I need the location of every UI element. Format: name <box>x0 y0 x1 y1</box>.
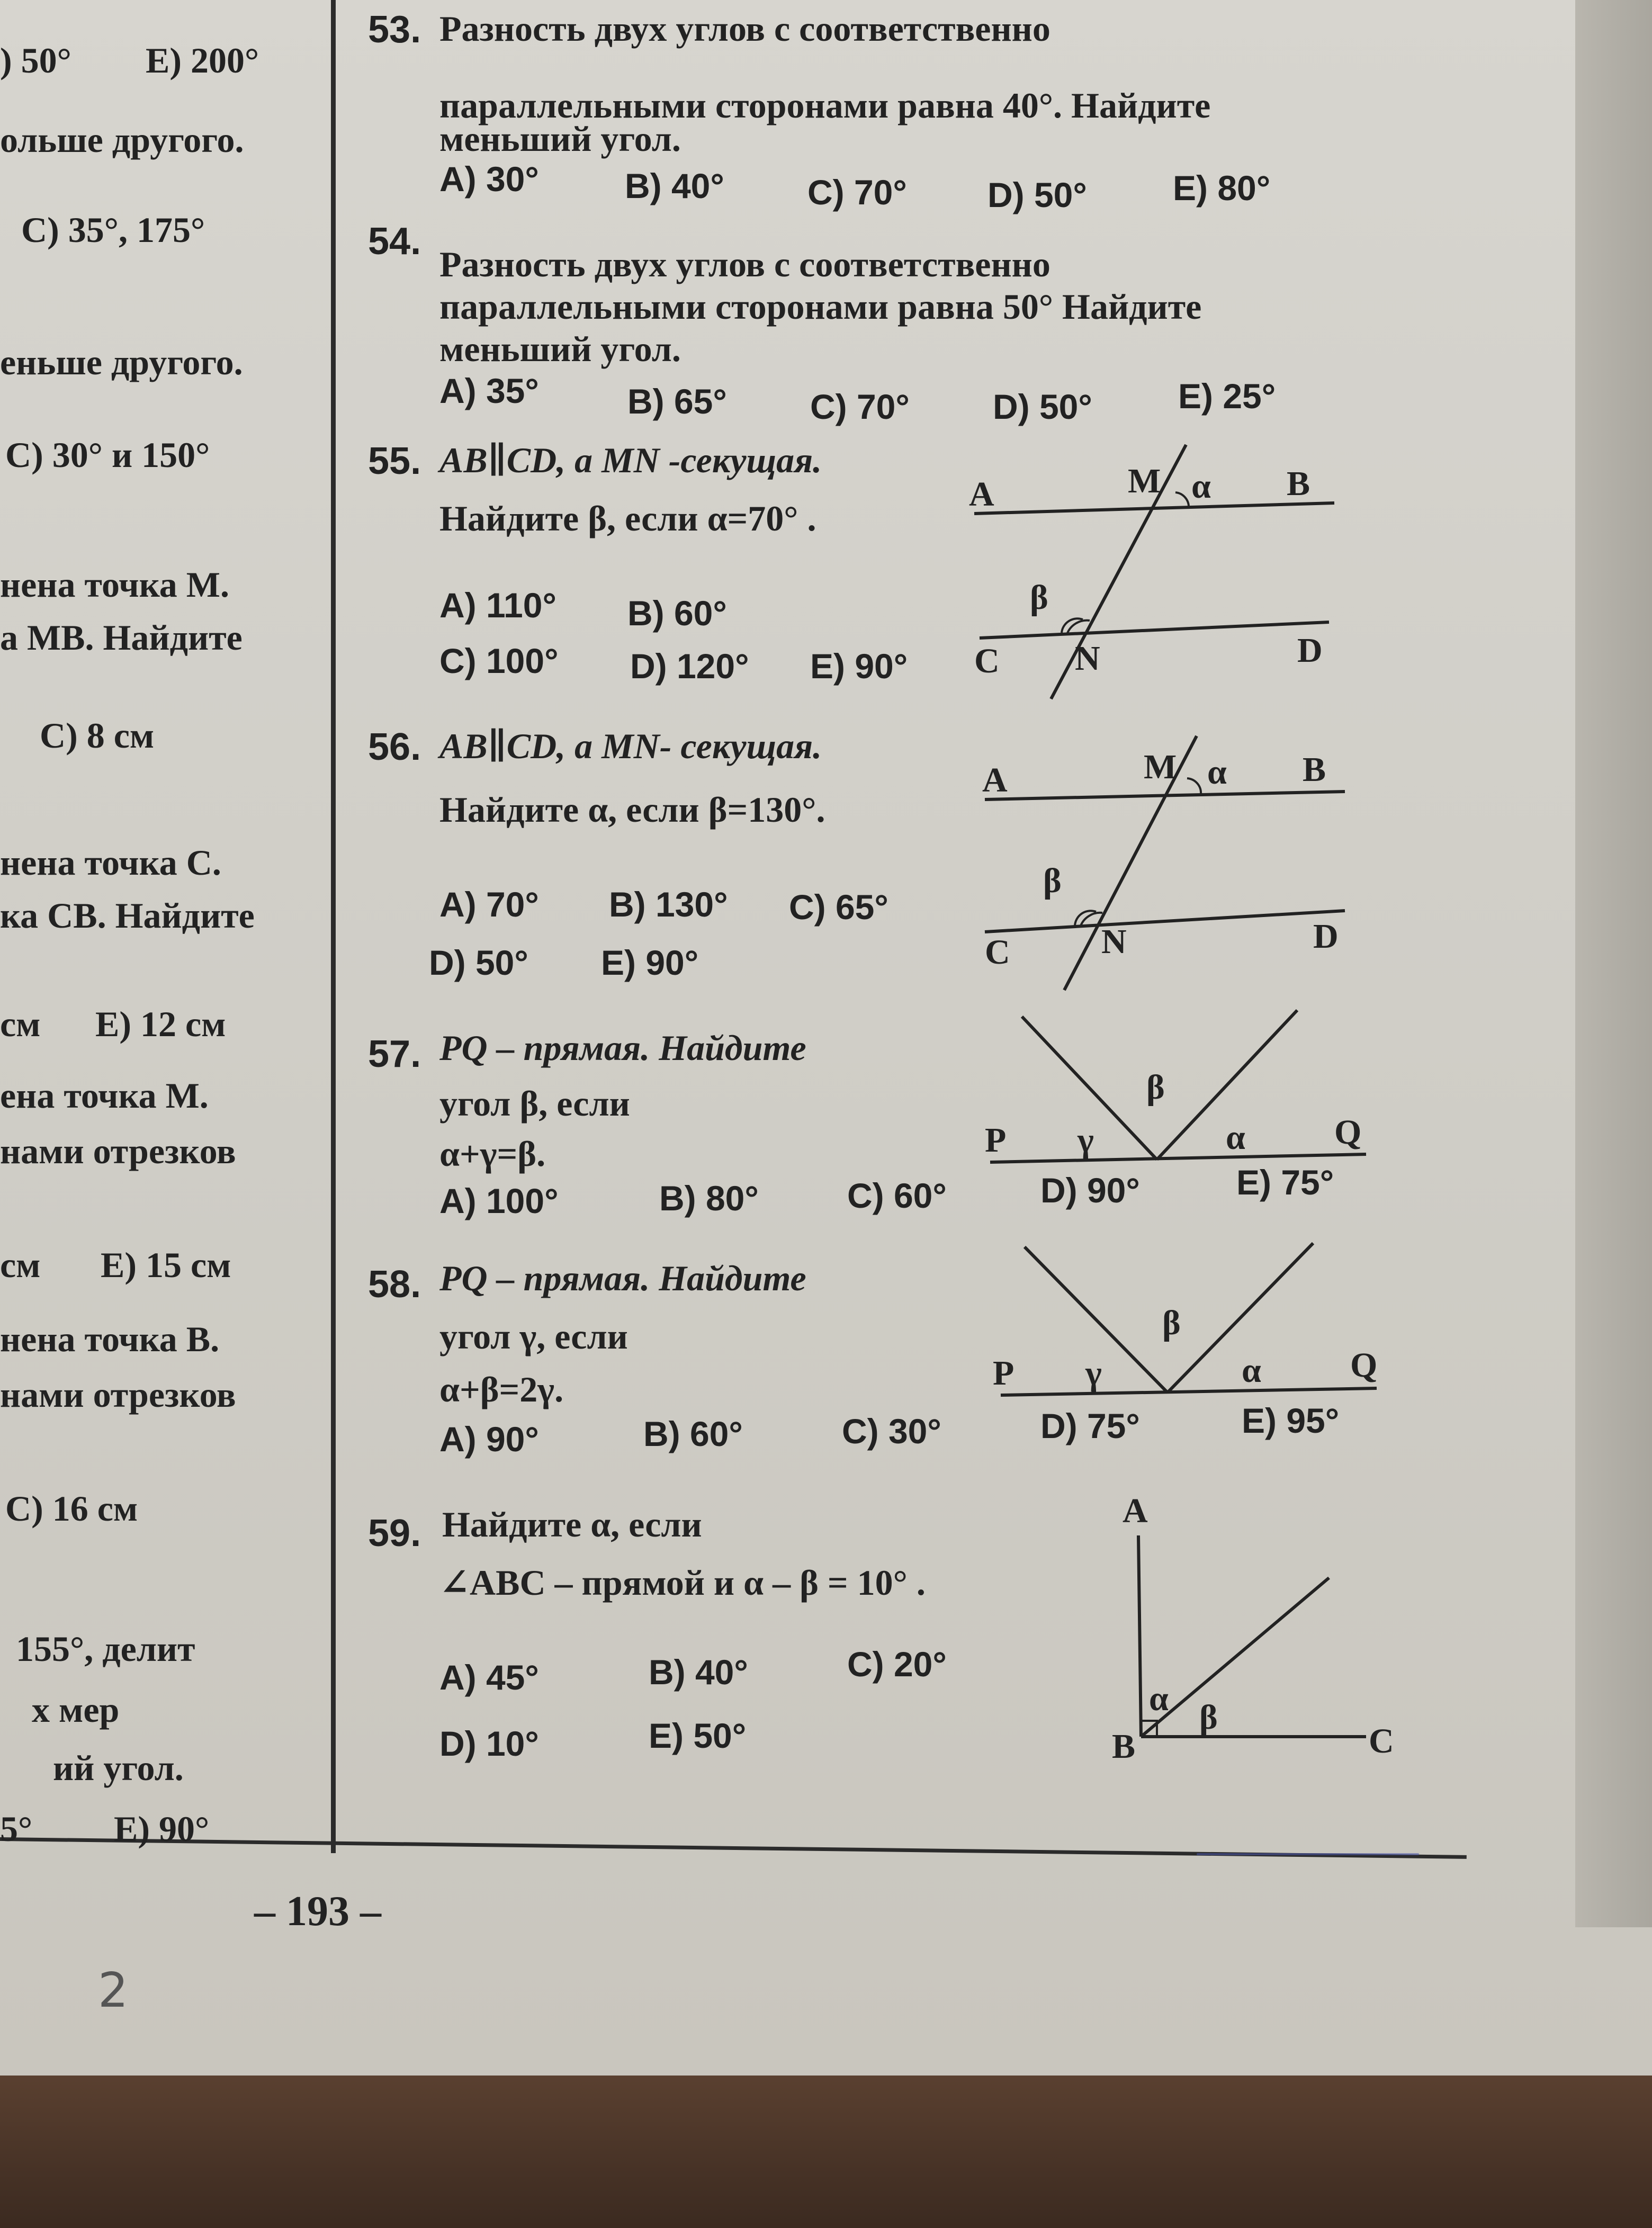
answer-option: E) 95° <box>1242 1401 1340 1440</box>
point-label: N <box>1075 639 1100 678</box>
left-column-fragment: E) 90° <box>114 1809 210 1849</box>
problem-line: PQ – прямая. Найдите <box>439 1028 806 1068</box>
problem-line: угол γ, если <box>439 1316 628 1356</box>
angles-on-line-figure-57 <box>974 1006 1387 1175</box>
point-label: B <box>1287 464 1310 503</box>
point-label: Q <box>1350 1346 1378 1385</box>
answer-option: B) 40° <box>625 166 724 205</box>
answer-option: D) 120° <box>630 646 749 686</box>
problem-line: α+β=2γ. <box>439 1369 564 1409</box>
angle-label: α <box>1191 467 1211 506</box>
angle-label: β <box>1043 861 1062 900</box>
left-column-fragment: ) 50° <box>0 40 71 80</box>
ray-bisector <box>1141 1578 1329 1737</box>
alpha-arc <box>1187 778 1201 794</box>
left-column-fragment: C) 8 см <box>40 715 155 756</box>
angle-label: β <box>1146 1068 1165 1107</box>
left-column-fragment: еньше другого. <box>0 342 243 382</box>
left-column-fragment: ена точка M. <box>0 1075 209 1116</box>
point-label: A <box>1123 1492 1148 1530</box>
ray-ba <box>1138 1535 1141 1737</box>
angles-on-line-figure-58 <box>985 1234 1398 1403</box>
problem-number: 58. <box>368 1263 421 1306</box>
left-column-fragment: ий угол. <box>53 1748 184 1788</box>
problem-number: 54. <box>368 220 421 263</box>
answer-option: A) 100° <box>439 1181 559 1220</box>
left-column-fragment: E) 15 см <box>101 1245 231 1285</box>
left-column-fragment: C) 30° и 150° <box>5 435 210 475</box>
answer-option: C) 60° <box>847 1176 947 1215</box>
right-angle-figure-59 <box>1107 1488 1424 1784</box>
answer-option: D) 90° <box>1040 1171 1140 1210</box>
left-column-fragment: E) 200° <box>146 40 259 80</box>
answer-option: C) 100° <box>439 641 559 680</box>
problem-number: 59. <box>368 1512 421 1555</box>
problem-line: ∠ABC – прямой и α – β = 10° . <box>439 1562 926 1603</box>
point-label: P <box>985 1121 1007 1160</box>
point-label: C <box>1369 1722 1394 1760</box>
point-label: M <box>1144 748 1177 786</box>
problem-number: 57. <box>368 1033 421 1075</box>
point-label: B <box>1303 750 1326 789</box>
point-label: D <box>1313 917 1339 956</box>
line-pq <box>990 1154 1366 1162</box>
answer-option: A) 70° <box>439 885 539 924</box>
left-column-fragment: C) 16 см <box>5 1488 138 1529</box>
answer-option: A) 90° <box>439 1420 539 1459</box>
problem-line: AB∥CD, а MN- секущая. <box>439 726 822 766</box>
left-column-fragment: 155°, делит <box>16 1629 195 1669</box>
angle-label: γ <box>1085 1354 1102 1392</box>
answer-option: C) 30° <box>842 1412 941 1451</box>
answer-option: B) 65° <box>627 382 727 421</box>
answer-option: E) 50° <box>649 1716 747 1755</box>
point-label: Q <box>1334 1113 1362 1152</box>
problem-line: угол β, если <box>439 1083 630 1124</box>
point-label: C <box>974 642 1000 680</box>
angle-label: α <box>1149 1679 1169 1718</box>
point-label: C <box>985 933 1010 972</box>
problem-line: Разность двух углов с соответственно <box>439 8 1051 49</box>
point-label: P <box>993 1354 1014 1392</box>
answer-option: C) 20° <box>847 1645 947 1684</box>
secant-mn <box>1051 445 1186 699</box>
left-column-fragment: нами отрезков <box>0 1131 236 1171</box>
handwritten-mark: 2 <box>98 1963 129 2018</box>
problem-line: Найдите β, если α=70° . <box>439 498 816 538</box>
problem-line: PQ – прямая. Найдите <box>439 1258 806 1298</box>
answer-option: D) 10° <box>439 1724 539 1763</box>
answer-option: E) 90° <box>810 646 908 686</box>
answer-option: E) 80° <box>1173 168 1271 208</box>
answer-option: D) 50° <box>987 175 1087 214</box>
line-cd <box>985 911 1345 932</box>
point-label: M <box>1128 462 1161 500</box>
problem-number: 55. <box>368 440 421 482</box>
angle-label: β <box>1030 578 1048 617</box>
left-column-fragment: см <box>0 1245 41 1285</box>
problem-line: Найдите α, если β=130°. <box>439 789 825 830</box>
problem-line: параллельными сторонами равна 40°. Найдите <box>439 85 1211 125</box>
point-label: B <box>1112 1727 1136 1766</box>
angle-label: α <box>1242 1351 1261 1390</box>
angle-label: α <box>1226 1118 1245 1157</box>
answer-option: D) 50° <box>429 943 528 982</box>
answer-option: E) 75° <box>1236 1163 1334 1202</box>
left-column-fragment: 5° <box>0 1809 33 1849</box>
answer-option: C) 70° <box>807 173 907 212</box>
answer-option: A) 110° <box>439 586 556 625</box>
bottom-divider <box>0 1837 1467 1859</box>
point-label: A <box>982 761 1008 799</box>
answer-option: D) 75° <box>1040 1406 1140 1445</box>
left-column-fragment: ка CB. Найдите <box>0 895 255 936</box>
angle-label: β <box>1199 1698 1218 1737</box>
desk-background <box>0 2076 1652 2228</box>
angle-label: β <box>1162 1304 1181 1342</box>
next-page-edge <box>1575 0 1652 1927</box>
answer-option: E) 25° <box>1178 376 1276 416</box>
parallel-lines-figure-56 <box>964 725 1366 1001</box>
left-column-fragment: нена точка M. <box>0 564 229 605</box>
answer-option: B) 40° <box>649 1652 748 1692</box>
answer-option: B) 60° <box>627 594 727 633</box>
problem-number: 53. <box>368 8 421 51</box>
left-column-fragment: нена точка B. <box>0 1319 220 1359</box>
answer-option: B) 60° <box>643 1414 743 1453</box>
problem-line: Найдите α, если <box>442 1504 702 1544</box>
left-column-fragment: х мер <box>32 1690 120 1730</box>
left-column-fragment: C) 35°, 175° <box>21 210 205 250</box>
parallel-lines-figure-55 <box>953 434 1355 709</box>
left-column-fragment: а MB. Найдите <box>0 617 243 658</box>
answer-option: D) 50° <box>993 387 1092 426</box>
answer-option: C) 65° <box>789 887 888 927</box>
secant-mn <box>1064 736 1197 990</box>
problem-line: параллельными сторонами равна 50° Найдите <box>439 286 1202 327</box>
point-label: A <box>969 475 994 514</box>
column-divider <box>331 0 336 1853</box>
ray <box>1168 1243 1313 1392</box>
left-column-fragment: нами отрезков <box>0 1374 236 1415</box>
problem-line: AB∥CD, а MN -секущая. <box>439 440 822 480</box>
answer-option: B) 130° <box>609 885 728 924</box>
answer-option: A) 45° <box>439 1658 539 1697</box>
pen-mark <box>1197 1853 1419 1855</box>
problem-line: меньший угол. <box>439 329 681 369</box>
answer-option: E) 90° <box>601 943 699 982</box>
angle-label: α <box>1207 753 1227 792</box>
problem-line: меньший угол. <box>439 119 681 159</box>
angle-label: γ <box>1078 1121 1094 1160</box>
answer-option: C) 70° <box>810 387 910 426</box>
line-cd <box>980 622 1329 638</box>
left-column-fragment: E) 12 см <box>95 1004 226 1044</box>
left-column-fragment: ольше другого. <box>0 120 244 160</box>
answer-option: A) 35° <box>439 371 539 410</box>
answer-option: A) 30° <box>439 159 539 199</box>
line-pq <box>1001 1388 1377 1395</box>
page-number: – 193 – <box>254 1888 381 1935</box>
problem-line: α+γ=β. <box>439 1134 546 1174</box>
answer-option: B) 80° <box>659 1179 759 1218</box>
left-column-fragment: нена точка C. <box>0 842 221 883</box>
left-column-fragment: см <box>0 1004 41 1044</box>
point-label: D <box>1297 631 1323 670</box>
point-label: N <box>1101 922 1127 961</box>
problem-line: Разность двух углов с соответственно <box>439 244 1051 284</box>
problem-number: 56. <box>368 726 421 768</box>
